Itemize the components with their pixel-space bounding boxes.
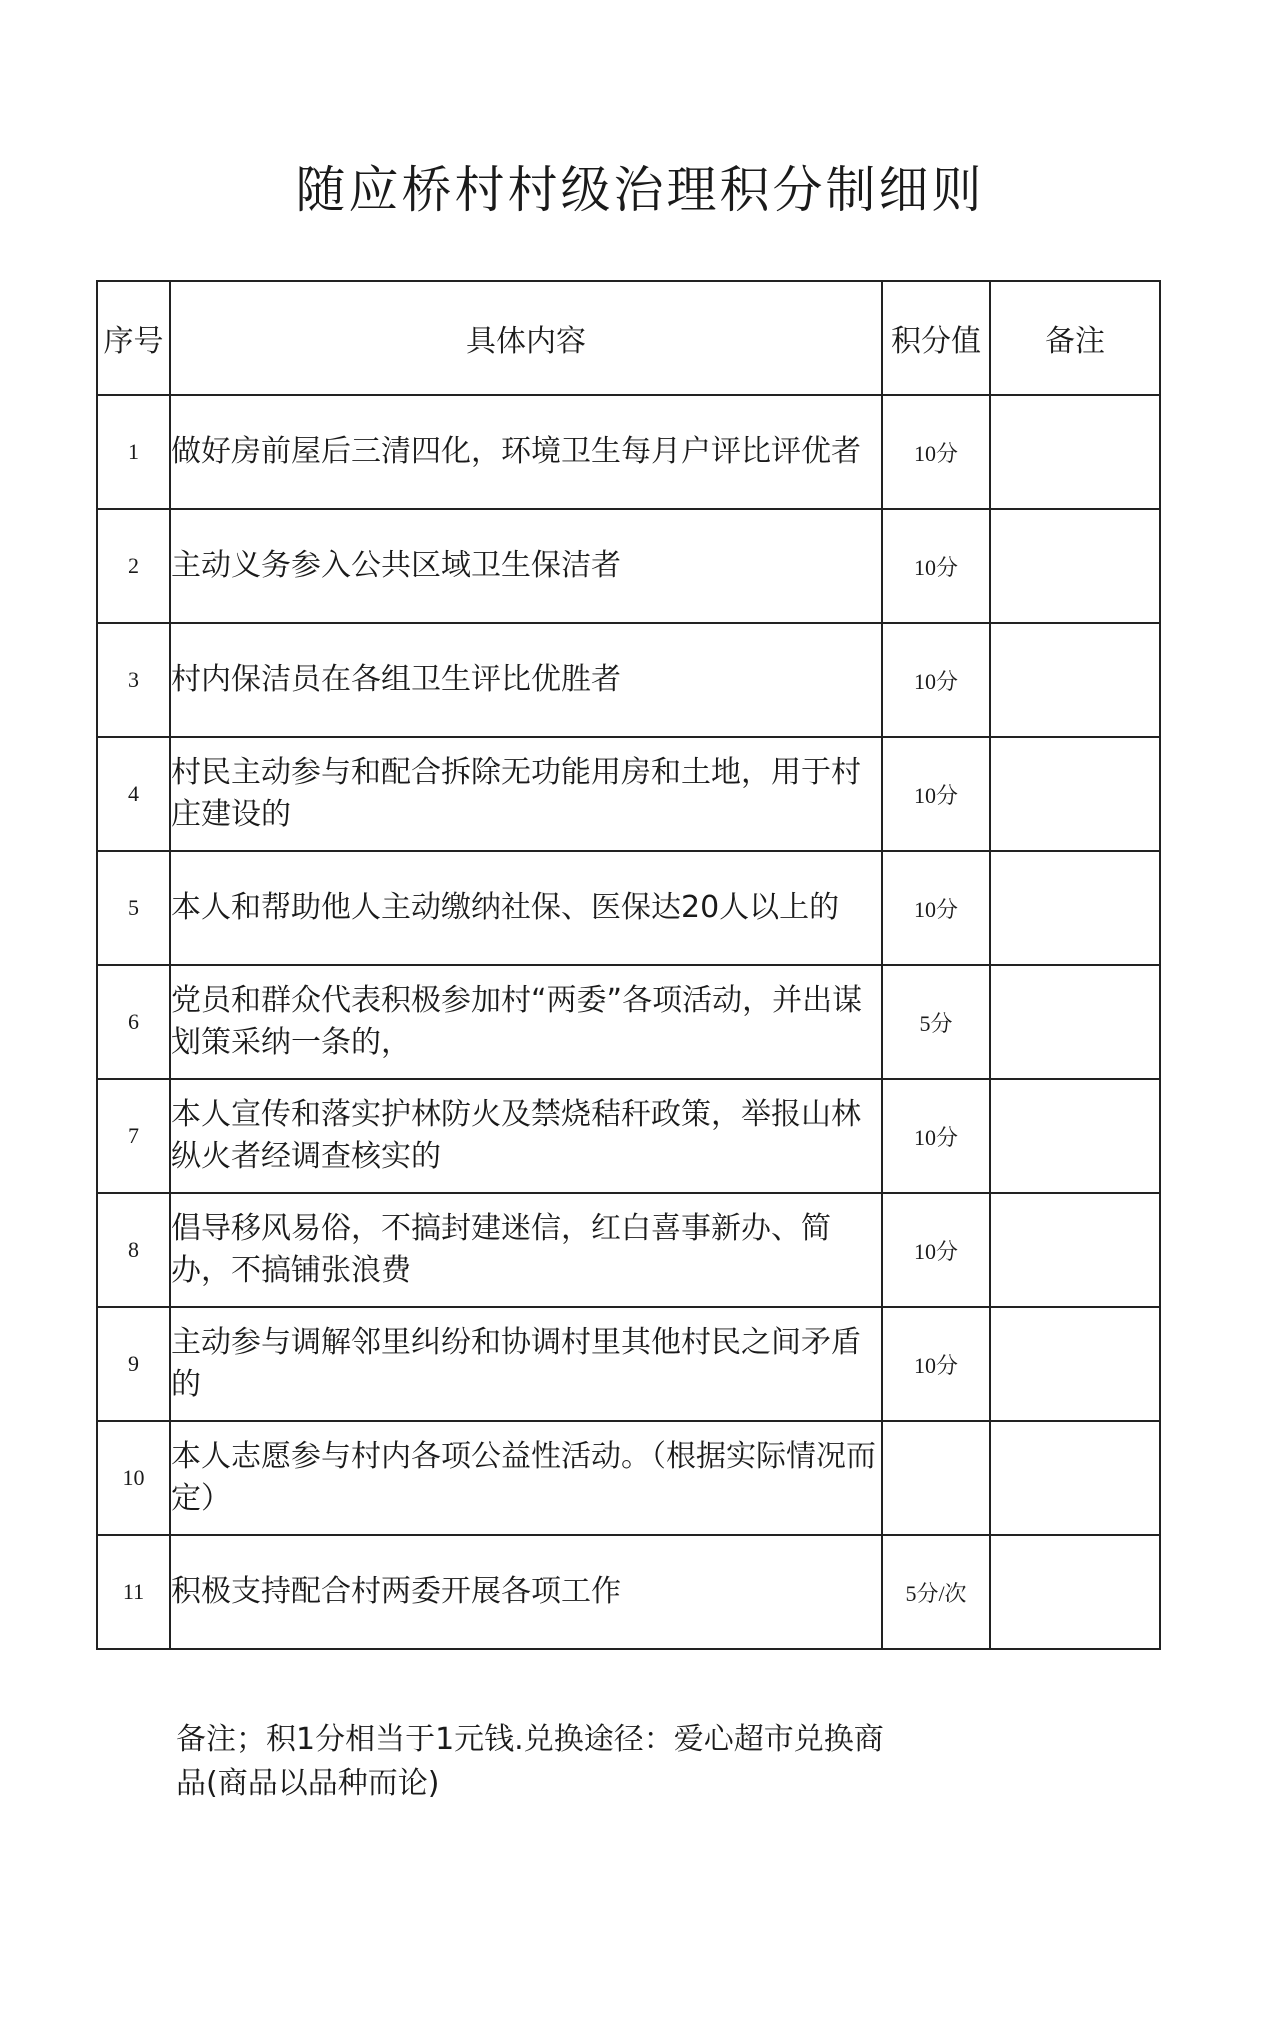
row-number: 6 — [97, 965, 170, 1079]
row-remark — [990, 1193, 1160, 1307]
table-row — [97, 1307, 1160, 1421]
row-number: 8 — [97, 1193, 170, 1307]
points-rules-table — [96, 280, 1161, 1650]
row-remark — [990, 1079, 1160, 1193]
row-score: 5分 — [882, 965, 990, 1079]
header-content: 具体内容 — [170, 281, 882, 395]
row-score: 10分 — [882, 1079, 990, 1193]
row-content: 主动参与调解邻里纠纷和协调村里其他村民之间矛盾的 — [170, 1307, 882, 1421]
row-content: 村内保洁员在各组卫生评比优胜者 — [170, 623, 882, 737]
page-title: 随应桥村村级治理积分制细则 — [295, 161, 985, 219]
table-row — [97, 1421, 1160, 1535]
row-content: 党员和群众代表积极参加村“两委”各项活动，并出谋划策采纳一条的， — [170, 965, 882, 1079]
row-content: 本人志愿参与村内各项公益性活动。（根据实际情况而定） — [170, 1421, 882, 1535]
row-number: 10 — [97, 1421, 170, 1535]
row-content: 做好房前屋后三清四化，环境卫生每月户评比评优者 — [170, 395, 882, 509]
row-content: 积极支持配合村两委开展各项工作 — [170, 1535, 882, 1649]
row-score: 10分 — [882, 851, 990, 965]
row-score: 10分 — [882, 509, 990, 623]
row-remark — [990, 1307, 1160, 1421]
row-content: 主动义务参入公共区域卫生保洁者 — [170, 509, 882, 623]
row-number: 2 — [97, 509, 170, 623]
row-remark — [990, 1421, 1160, 1535]
table-row — [97, 395, 1160, 509]
row-content: 村民主动参与和配合拆除无功能用房和土地，用于村庄建设的 — [170, 737, 882, 851]
header-remark: 备注 — [990, 281, 1160, 395]
row-score: 10分 — [882, 737, 990, 851]
footnote: 备注；积1分相当于1元钱.兑换途径：爱心超市兑换商品(商品以品种而论) — [176, 1722, 884, 1801]
row-score: 5分/次 — [882, 1535, 990, 1649]
row-remark — [990, 851, 1160, 965]
row-number: 9 — [97, 1307, 170, 1421]
row-number: 5 — [97, 851, 170, 965]
row-remark — [990, 509, 1160, 623]
table-row — [97, 1193, 1160, 1307]
table-row — [97, 965, 1160, 1079]
row-number: 1 — [97, 395, 170, 509]
row-score: 10分 — [882, 395, 990, 509]
row-score: 10分 — [882, 623, 990, 737]
table-row — [97, 1535, 1160, 1649]
row-remark — [990, 737, 1160, 851]
table-row — [97, 737, 1160, 851]
row-content: 倡导移风易俗，不搞封建迷信，红白喜事新办、简办，不搞铺张浪费 — [170, 1193, 882, 1307]
table-header-row — [97, 281, 1160, 395]
header-score: 积分值 — [882, 281, 990, 395]
row-score: 10分 — [882, 1307, 990, 1421]
row-score: 10分 — [882, 1193, 990, 1307]
row-remark — [990, 1535, 1160, 1649]
row-number: 11 — [97, 1535, 170, 1649]
row-content: 本人宣传和落实护林防火及禁烧秸秆政策，举报山林纵火者经调查核实的 — [170, 1079, 882, 1193]
table-row — [97, 509, 1160, 623]
row-content: 本人和帮助他人主动缴纳社保、医保达20人以上的 — [170, 851, 882, 965]
row-remark — [990, 395, 1160, 509]
row-number: 3 — [97, 623, 170, 737]
row-number: 7 — [97, 1079, 170, 1193]
table-row — [97, 851, 1160, 965]
row-remark — [990, 965, 1160, 1079]
row-number: 4 — [97, 737, 170, 851]
row-score — [882, 1421, 990, 1535]
table-row — [97, 1079, 1160, 1193]
row-remark — [990, 623, 1160, 737]
table-row — [97, 623, 1160, 737]
header-no: 序号 — [97, 281, 170, 395]
